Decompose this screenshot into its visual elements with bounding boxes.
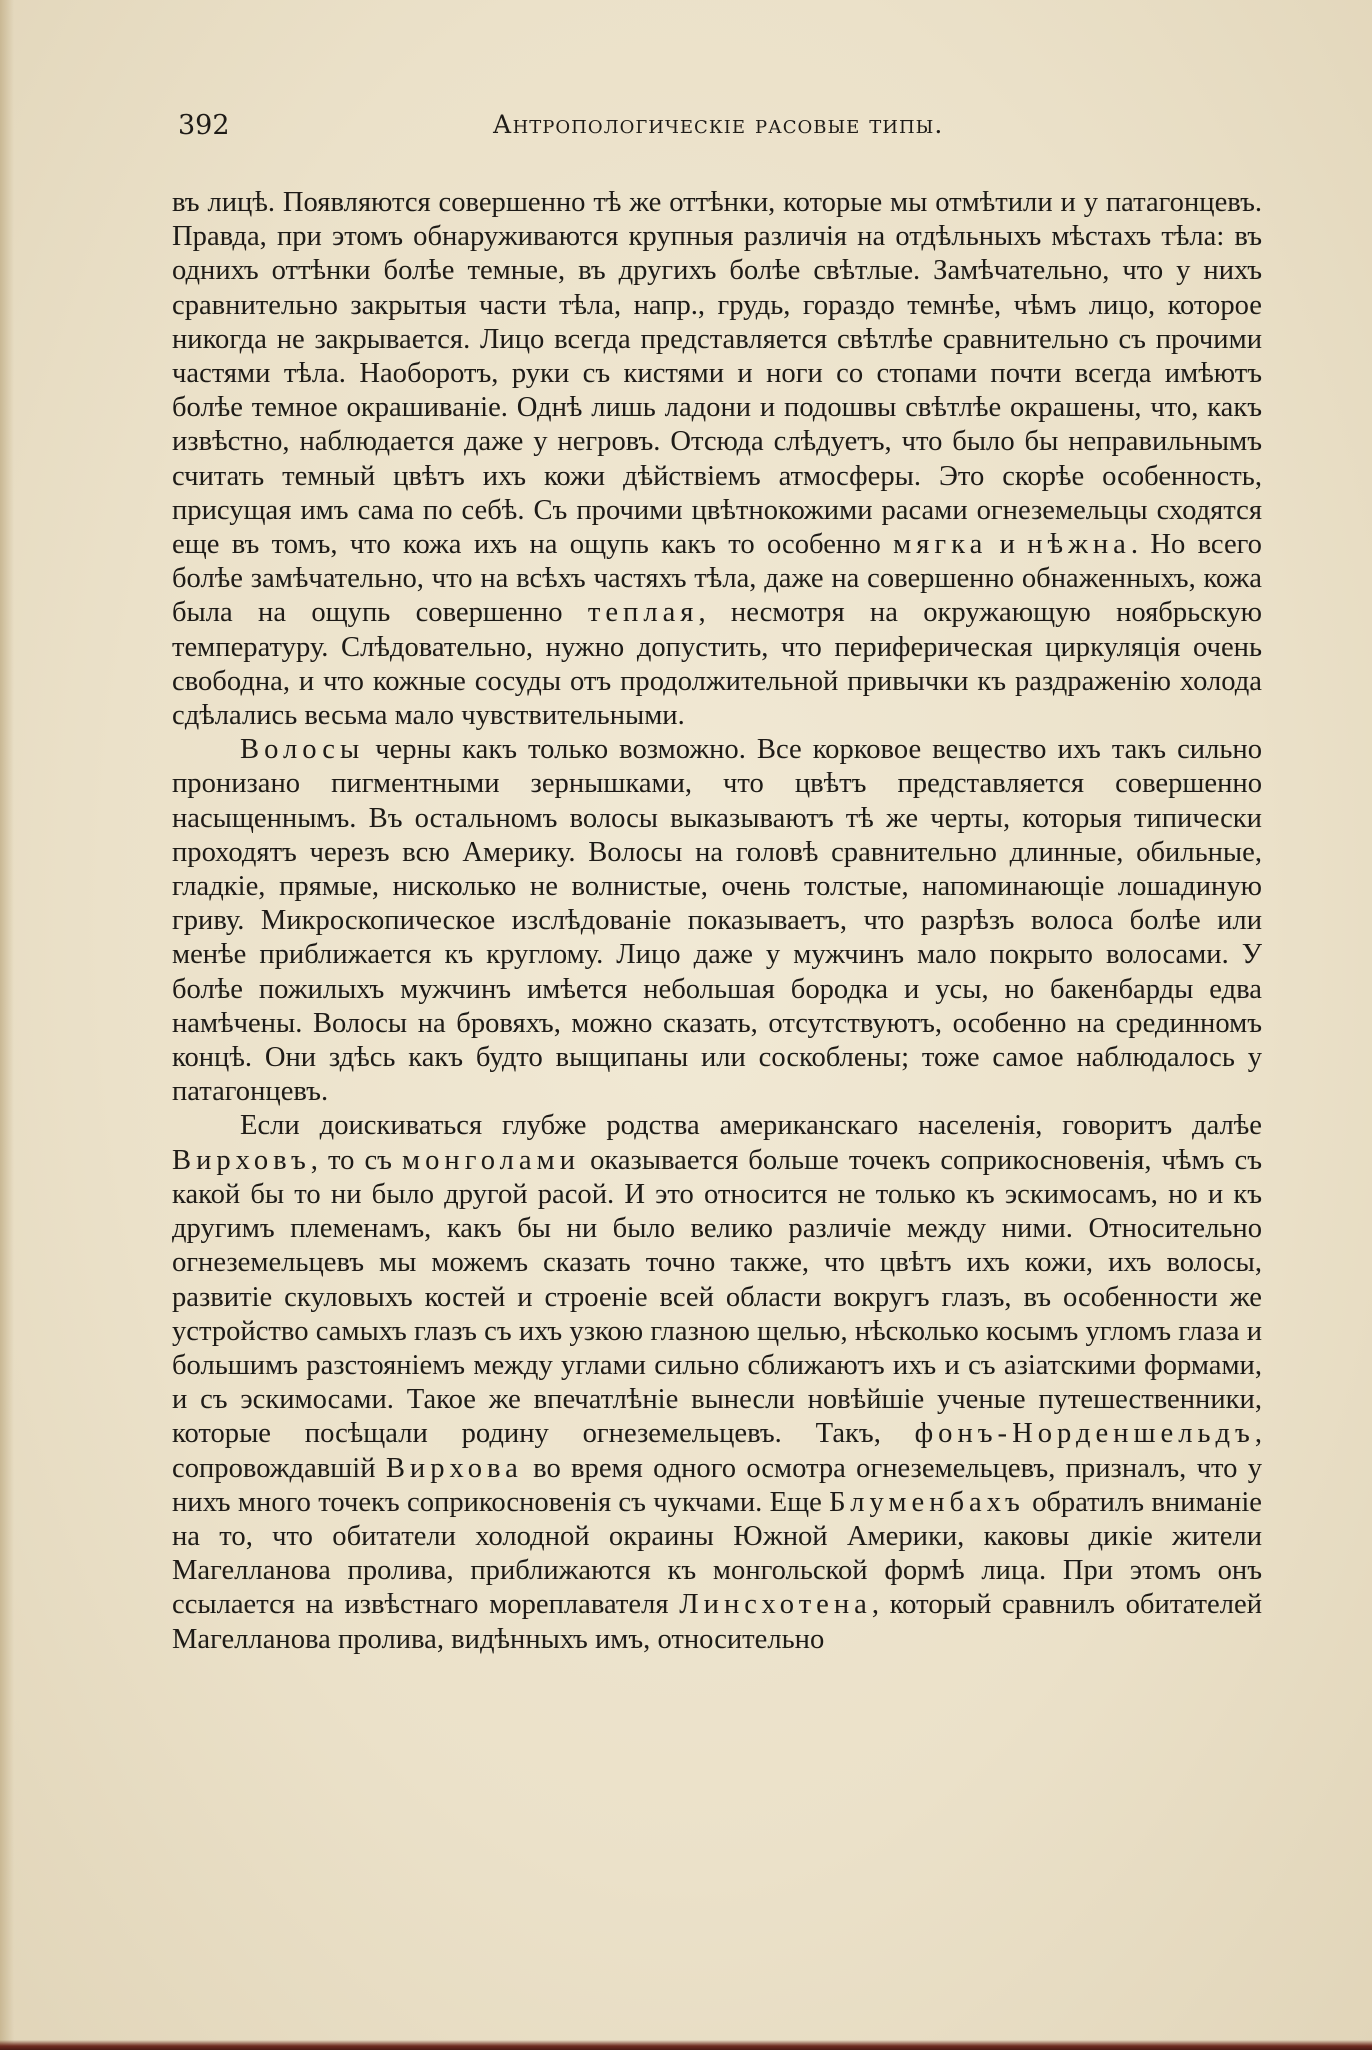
running-title: Антропологическіе расовые типы. [492, 110, 944, 139]
text-run: , то съ [310, 1144, 403, 1176]
text-run: и [987, 529, 1028, 561]
emphasized-term: мягка [893, 529, 988, 561]
text-run: черны какъ только возможно. Все корковое вещество ихъ такъ сильно пронизано пигментными зернышками, что цвѣтъ представляется совершенно насыщеннымъ. Въ остальномъ волосы выказываютъ тѣ же черты, которыя типически проходятъ черезъ всю Америку. Волосы на головѣ сравнительно длинные, обильные, гладкіе, прямые, нисколько не волнистые, очень толстые, напоминающіе лошадиную гриву. Микроскопическое изслѣдованіе показываетъ, что разрѣзъ волоса болѣе или менѣе приближается къ круглому. Лицо даже у мужчинъ мало покрыто волосами. У болѣе пожилыхъ мужчинъ имѣется небольшая бородка и усы, но бакенбарды едва намѣчены. Волосы на бровяхъ, можно сказать, отсутствуютъ, особенно на срединномъ концѣ. Они здѣсь какъ будто выщипаны или соскоблены; тоже самое наблюдалось у патагонцевъ. [172, 734, 1262, 1108]
emphasized-term: Вирхова [385, 1452, 523, 1484]
text-run: , который сравнилъ обитателей Магелланова пролива, видѣнныхъ имъ, относительно [172, 1589, 1262, 1655]
text-run: обратилъ вниманіе на то, что обитатели холодной окраины Южной Америки, каковы дикіе жители Магелланова пролива, приближаются къ монгольской формѣ лица. При этомъ онъ ссылается на извѣстнаго мореплавателя [172, 1486, 1262, 1621]
text-run: Если доискиваться глубже родства американскаго населенія, говоритъ далѣе [240, 1110, 1262, 1142]
emphasized-term: нѣжна [1027, 529, 1131, 561]
emphasized-term: теплая [587, 597, 699, 629]
page-number: 392 [178, 110, 230, 141]
body-text [172, 186, 1262, 1657]
paragraph [172, 186, 1262, 733]
paragraph [172, 733, 1262, 1109]
text-run: , сопровождавшій [172, 1418, 1262, 1484]
text-run: во время одного осмотра огнеземельцевъ, призналъ, что у нихъ много точекъ соприкосновенія съ чукчами. Еще [172, 1452, 1262, 1518]
emphasized-term: фонъ-Норденшельдъ [914, 1418, 1255, 1450]
paragraph [172, 1109, 1262, 1656]
page-edge-bottom [0, 2040, 1372, 2050]
emphasized-term: Волосы [240, 734, 365, 766]
emphasized-term: Линсхотена [679, 1589, 872, 1621]
emphasized-term: монголами [402, 1144, 581, 1176]
text-run: , несмотря на окружающую ноябрьскую температуру. Слѣдовательно, нужно допустить, что периферическая циркуляція очень свободна, и что кожные сосуды отъ продолжительной привычки къ раздраженію холода сдѣлались весьма мало чувствительными. [172, 597, 1262, 732]
page-header [178, 110, 1258, 150]
text-run: . Но всего болѣе замѣчательно, что на всѣхъ частяхъ тѣла, даже на совершенно обнаженныхъ, кожа была на ощупь совершенно [172, 529, 1262, 629]
page-shadow-left [0, 0, 14, 2050]
text-run: оказывается больше точекъ соприкосновенія, чѣмъ съ какой бы то ни было другой расой. И это относится не только къ эскимосамъ, но и къ другимъ племенамъ, какъ бы ни было велико различіе между ними. Относительно огнеземельцевъ мы можемъ сказать точно также, что цвѣтъ ихъ кожи, ихъ волосы, развитіе скуловыхъ костей и строеніе всей области вокругъ глазъ, въ особенности же устройство самыхъ глазъ съ ихъ узкою глазною щелью, нѣсколько косымъ угломъ глаза и большимъ разстояніемъ между углами сильно сближаютъ ихъ и съ азіатскими формами, и съ эскимосами. Такое же впечатлѣніе вынесли новѣйшіе ученые путешественники, которые посѣщали родину огнеземельцевъ. Такъ, [172, 1144, 1262, 1450]
emphasized-term: Вирховъ [172, 1144, 311, 1176]
text-run: въ лицѣ. Появляются совершенно тѣ же оттѣнки, которые мы отмѣтили и у патагонцевъ. Правда, при этомъ обнаруживаются крупныя различія на отдѣльныхъ мѣстахъ тѣла: въ однихъ оттѣнки болѣе темные, въ другихъ болѣе свѣтлые. Замѣчательно, что у нихъ сравнительно закрытыя части тѣла, напр., грудь, гораздо темнѣе, чѣмъ лицо, которое никогда не закрывается. Лицо всегда представляется свѣтлѣе сравнительно съ прочими частями тѣла. Наоборотъ, руки съ кистями и ноги со стопами почти всегда имѣютъ болѣе темное окрашиваніе. Однѣ лишь ладони и подошвы свѣтлѣе окрашены, что, какъ извѣстно, наблюдается даже у негровъ. Отсюда слѣдуетъ, что было бы неправильнымъ считать темный цвѣтъ ихъ кожи дѣйствіемъ атмосферы. Это скорѣе особенность, присущая имъ сама по себѣ. Съ прочими цвѣтнокожими расами огнеземельцы сходятся еще въ томъ, что кожа ихъ на ощупь какъ то особенно [172, 187, 1262, 561]
emphasized-term: Блуменбахъ [829, 1486, 1025, 1518]
